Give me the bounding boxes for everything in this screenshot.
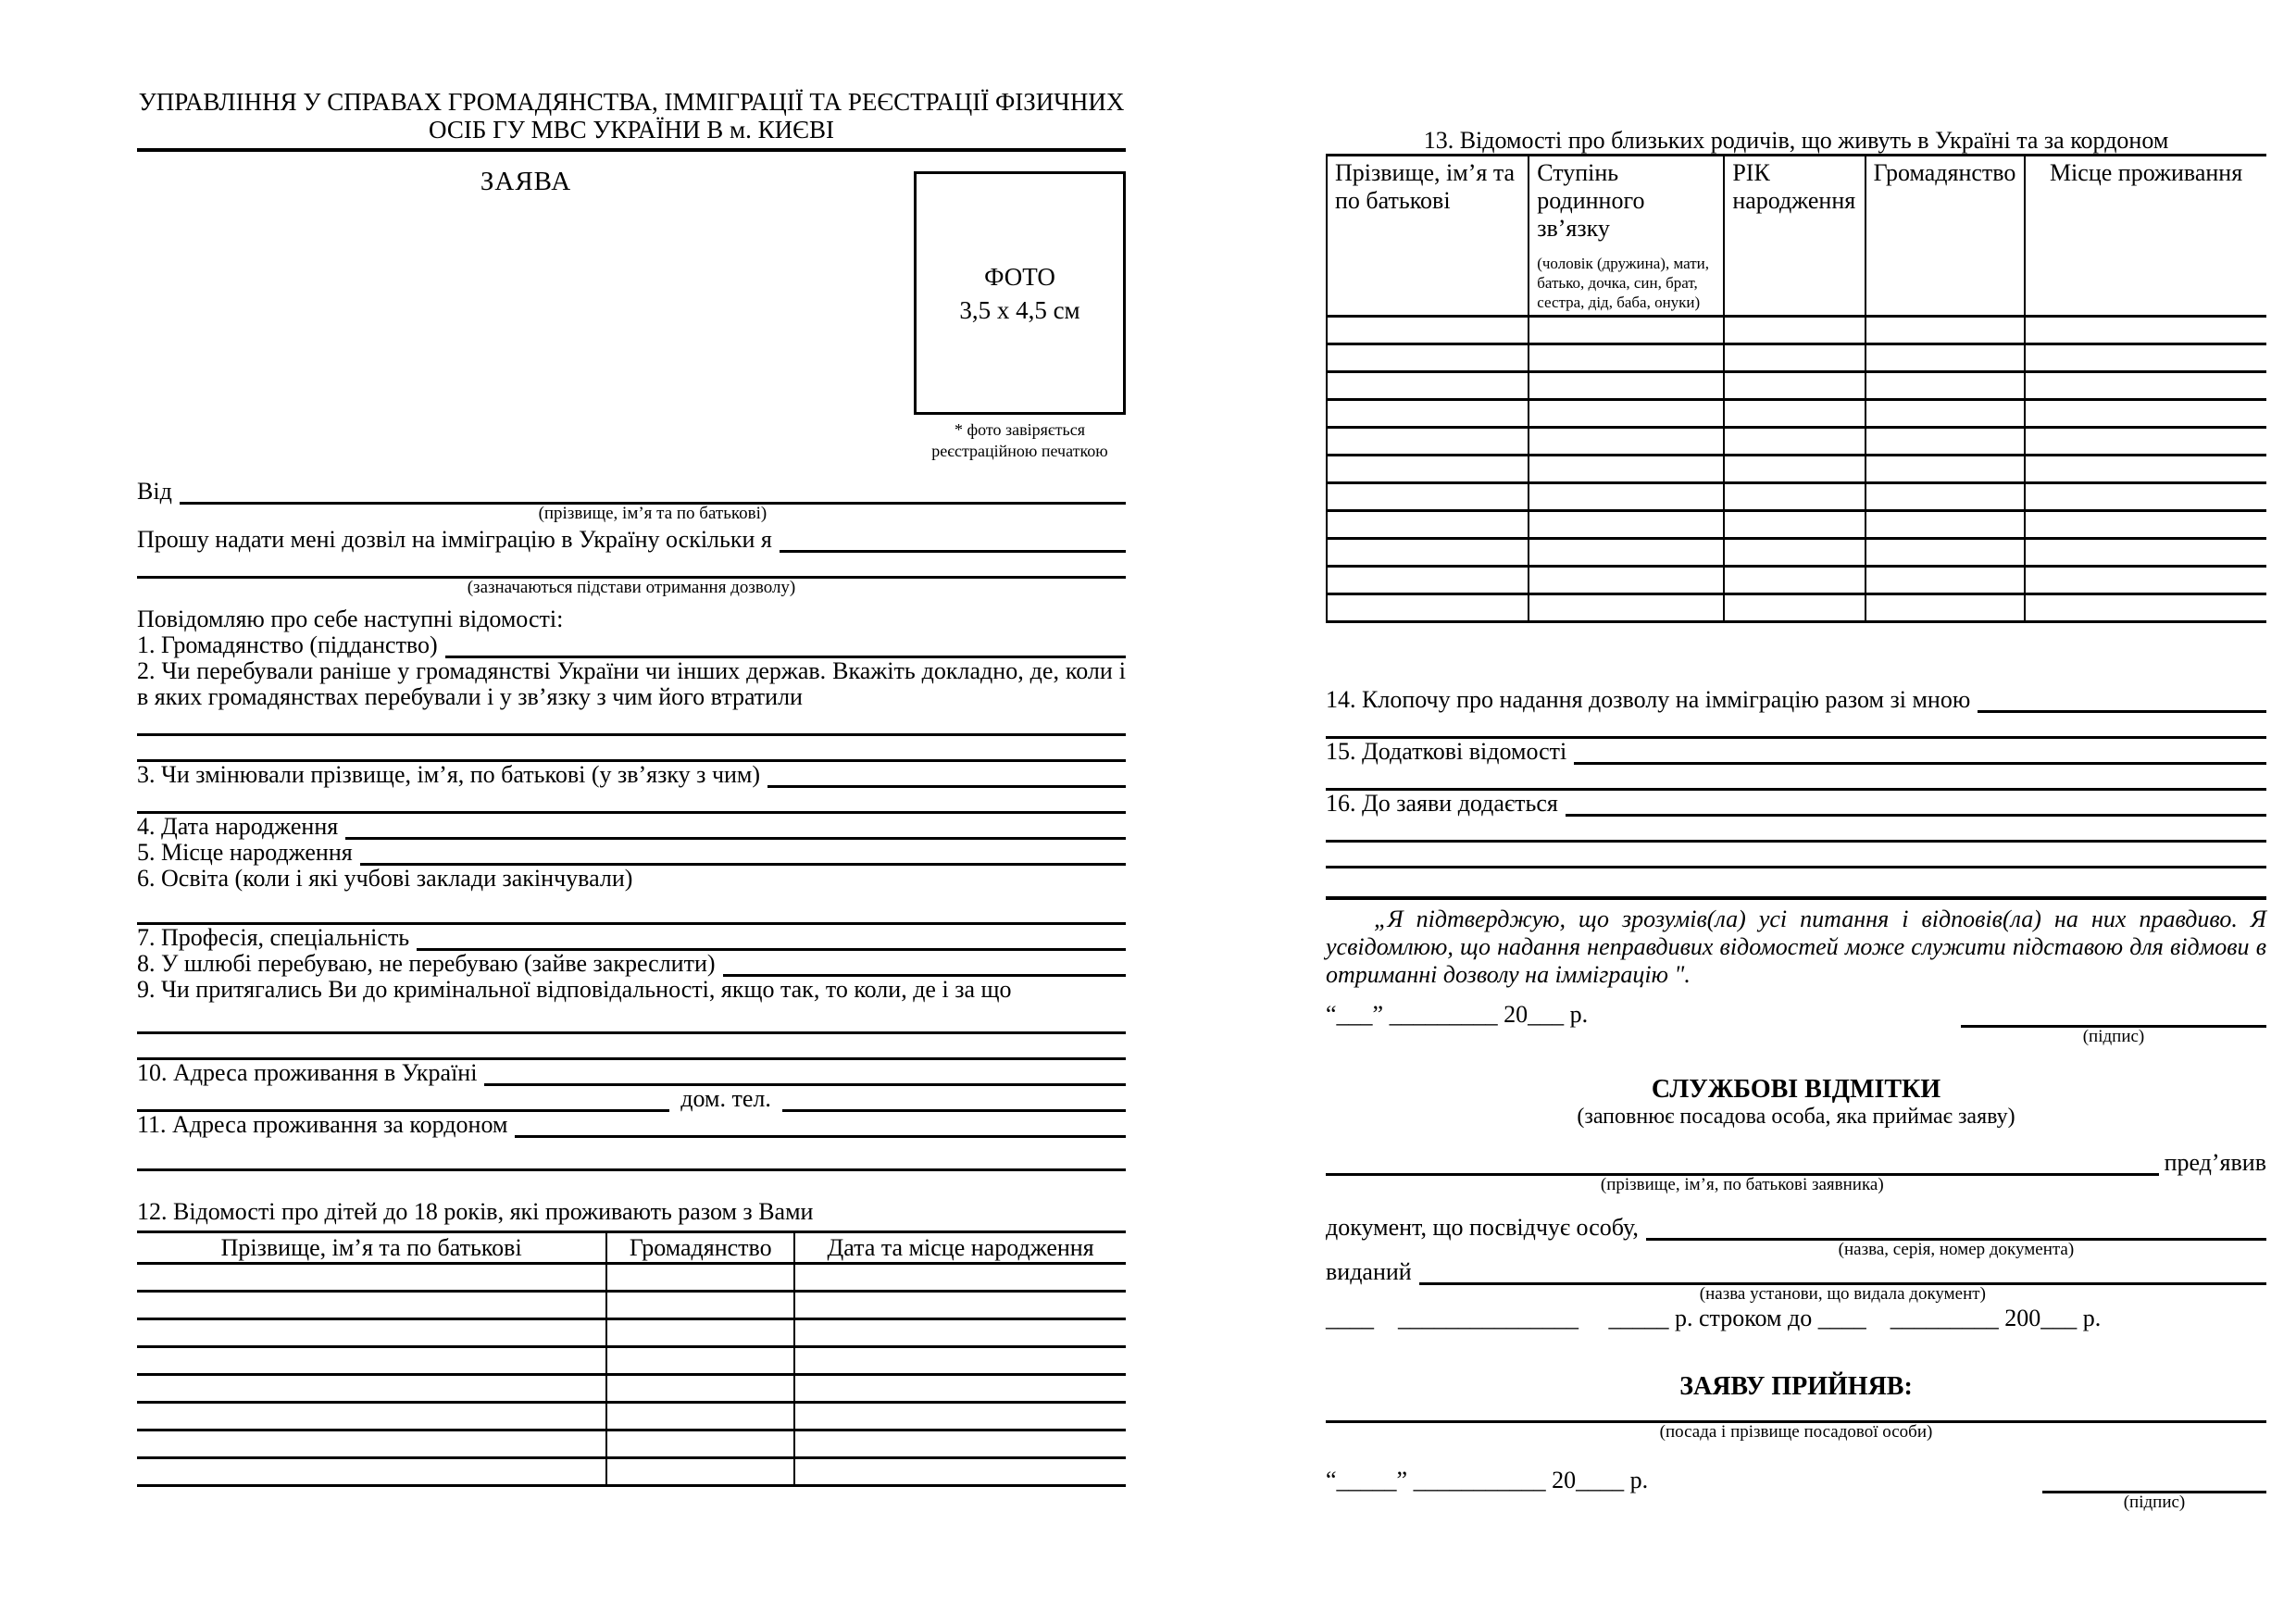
table-cell bbox=[794, 1292, 1126, 1319]
issued-by-caption: (назва установи, що видала документ) bbox=[1699, 1284, 1986, 1304]
table-row bbox=[1327, 344, 2266, 372]
page-right bbox=[1326, 127, 2266, 1512]
table-cell bbox=[606, 1375, 794, 1403]
table-cell bbox=[794, 1403, 1126, 1430]
table-cell bbox=[137, 1403, 606, 1430]
table-cell bbox=[1866, 428, 2026, 456]
question-15-label: 15. Додаткові відомості bbox=[1326, 738, 1567, 765]
request-caption: (зазначаються підстави отримання дозволу) bbox=[467, 578, 796, 597]
question-11-label: 11. Адреса проживання за кордоном bbox=[137, 1111, 508, 1138]
table-cell bbox=[2025, 539, 2266, 567]
table-cell bbox=[137, 1375, 606, 1403]
issued-by-label: виданий bbox=[1326, 1258, 1412, 1285]
question-12-title: 12. Відомості про дітей до 18 років, які проживають разом з Вами bbox=[137, 1198, 814, 1225]
table-cell bbox=[1327, 511, 1529, 539]
table-cell bbox=[1724, 317, 1865, 344]
form-title: ЗАЯВА bbox=[480, 167, 572, 196]
table-cell bbox=[2025, 511, 2266, 539]
table-cell bbox=[1724, 594, 1865, 622]
question-11 bbox=[137, 1112, 1126, 1138]
photo-note bbox=[914, 419, 1126, 462]
question-11-blank-line bbox=[515, 1112, 1126, 1138]
question-15 bbox=[1326, 739, 2266, 765]
question-16-label: 16. До заяви додається bbox=[1326, 790, 1558, 817]
table-row bbox=[1327, 428, 2266, 456]
question-14-blank-line bbox=[1978, 687, 2266, 713]
photo-size-label: 3,5 х 4,5 см bbox=[959, 295, 1080, 324]
identity-document-label: документ, що посвідчує особу, bbox=[1326, 1214, 1639, 1241]
photo-label: ФОТО bbox=[984, 262, 1055, 291]
official-name-caption: (посада і прізвище посадової особи) bbox=[1659, 1422, 1933, 1442]
question-3-label: 3. Чи змінювали прізвище, ім’я, по батькові (у зв’язку з чим) bbox=[137, 761, 761, 788]
request-label: Прошу надати мені дозвіл на імміграцію в Україну оскільки я bbox=[137, 526, 772, 553]
identity-document-caption: (назва, серія, номер документа) bbox=[1838, 1240, 2075, 1259]
home-phone-blank-line bbox=[782, 1086, 1126, 1112]
relatives-table-header-row bbox=[1327, 156, 2266, 317]
table-row bbox=[137, 1430, 1126, 1458]
table-cell bbox=[1529, 400, 1724, 428]
table-cell bbox=[1327, 428, 1529, 456]
relatives-col-relation-note: (чоловік (дружина), мати, батько, дочка, син, брат, сестра, дід, баба, онуки) bbox=[1537, 255, 1709, 311]
photo-area bbox=[914, 171, 1126, 462]
issued-by-line bbox=[1419, 1259, 2266, 1304]
table-cell bbox=[1866, 511, 2026, 539]
table-cell bbox=[137, 1264, 606, 1292]
question-4 bbox=[137, 814, 1126, 840]
question-9-blank-line-2 bbox=[137, 1034, 1126, 1060]
question-7-label: 7. Професія, спеціальність bbox=[137, 924, 410, 951]
declaration-date-line: “___” _________ 20___ р. bbox=[1326, 1001, 1589, 1028]
table-cell bbox=[2025, 344, 2266, 372]
question-7-blank-line bbox=[417, 925, 1126, 951]
question-5 bbox=[137, 840, 1126, 866]
request-blank-line bbox=[780, 527, 1126, 553]
table-cell bbox=[794, 1264, 1126, 1292]
relatives-table bbox=[1326, 154, 2266, 623]
question-14 bbox=[1326, 687, 2266, 713]
table-cell bbox=[137, 1319, 606, 1347]
table-cell bbox=[1529, 511, 1724, 539]
photo-note-line1: * фото завіряється bbox=[954, 420, 1085, 439]
question-11-blank-line-2 bbox=[137, 1145, 1126, 1171]
accepted-date-row bbox=[1326, 1467, 2266, 1512]
table-cell bbox=[1866, 567, 2026, 594]
table-cell bbox=[1724, 539, 1865, 567]
official-name-line bbox=[1326, 1401, 2266, 1442]
table-cell bbox=[1866, 594, 2026, 622]
question-5-blank-line bbox=[360, 840, 1126, 866]
table-cell bbox=[794, 1347, 1126, 1375]
request-blank-line-2 bbox=[137, 553, 1126, 597]
question-2: 2. Чи перебували раніше у громадянстві України чи інших держав. Вкажіть докладно, де, коли і в яких громадянствах перебували і у зв’язку з чим його втратили bbox=[137, 657, 1126, 710]
question-10-blank-line bbox=[484, 1060, 1126, 1086]
children-col-birth: Дата та місце народження bbox=[794, 1232, 1126, 1264]
question-5-label: 5. Місце народження bbox=[137, 839, 353, 866]
org-header-line2: ОСІБ ГУ МВС УКРАЇНИ В м. КИЄВІ bbox=[429, 116, 834, 144]
table-cell bbox=[794, 1430, 1126, 1458]
identity-document-row bbox=[1326, 1214, 2266, 1259]
table-cell bbox=[1724, 428, 1865, 456]
official-marks-subheading: (заповнює посадова особа, яка приймає заяву) bbox=[1577, 1105, 2015, 1129]
table-cell bbox=[1724, 400, 1865, 428]
children-col-citizenship: Громадянство bbox=[606, 1232, 794, 1264]
table-cell bbox=[794, 1458, 1126, 1486]
signature-caption: (підпис) bbox=[2082, 1027, 2145, 1046]
relatives-table-body bbox=[1327, 317, 2266, 622]
home-phone-label: дом. тел. bbox=[680, 1085, 771, 1112]
table-cell bbox=[794, 1375, 1126, 1403]
question-6: 6. Освіта (коли і які учбові заклади закінчували) bbox=[137, 865, 633, 892]
table-cell bbox=[1327, 539, 1529, 567]
table-cell bbox=[1327, 456, 1529, 483]
children-table-header-row bbox=[137, 1232, 1126, 1264]
question-8 bbox=[137, 951, 1126, 977]
page-left bbox=[137, 88, 1126, 1487]
question-16-blank-line bbox=[1566, 791, 2266, 817]
application-accepted-heading: ЗАЯВУ ПРИЙНЯВ: bbox=[1679, 1372, 1913, 1401]
table-cell bbox=[1327, 594, 1529, 622]
official-signature-line bbox=[2042, 1468, 2266, 1512]
table-cell bbox=[606, 1347, 794, 1375]
table-cell bbox=[1866, 539, 2026, 567]
table-row bbox=[1327, 594, 2266, 622]
table-cell bbox=[2025, 594, 2266, 622]
relatives-col-birth-year: РІК народження bbox=[1724, 156, 1865, 317]
question-15-blank-line bbox=[1574, 739, 2266, 765]
table-cell bbox=[1529, 456, 1724, 483]
table-cell bbox=[606, 1430, 794, 1458]
table-row bbox=[137, 1347, 1126, 1375]
question-3-blank-line-2 bbox=[137, 788, 1126, 814]
table-cell bbox=[1327, 567, 1529, 594]
table-cell bbox=[1866, 483, 2026, 511]
question-3 bbox=[137, 762, 1126, 788]
photo-note-line2: реєстраційною печаткою bbox=[931, 442, 1108, 460]
presenter-caption: (прізвище, ім’я, по батькові заявника) bbox=[1600, 1175, 1884, 1194]
table-cell bbox=[1724, 483, 1865, 511]
issued-by-row bbox=[1326, 1258, 2266, 1304]
address-blank-line bbox=[137, 1086, 669, 1112]
table-cell bbox=[1529, 594, 1724, 622]
table-cell bbox=[2025, 567, 2266, 594]
table-cell bbox=[1866, 344, 2026, 372]
table-row bbox=[1327, 511, 2266, 539]
request-field bbox=[137, 527, 1126, 553]
accepted-date-line: “_____” ___________ 20____ р. bbox=[1326, 1467, 1649, 1493]
table-row bbox=[1327, 317, 2266, 344]
question-14-label: 14. Клопочу про надання дозволу на імміграцію разом зі мною bbox=[1326, 686, 1971, 713]
table-cell bbox=[1866, 456, 2026, 483]
table-cell bbox=[794, 1319, 1126, 1347]
declaration-rule bbox=[1326, 896, 2266, 900]
table-cell bbox=[2025, 428, 2266, 456]
children-table bbox=[137, 1230, 1126, 1487]
table-cell bbox=[606, 1458, 794, 1486]
question-15-blank-line-2 bbox=[1326, 765, 2266, 791]
table-cell bbox=[2025, 483, 2266, 511]
question-16-blank-line-3 bbox=[1326, 843, 2266, 868]
table-cell bbox=[1866, 400, 2026, 428]
table-row bbox=[1327, 372, 2266, 400]
declaration-text: „Я підтверджую, що зрозумів(ла) усі питання і відповів(ла) на них правдиво. Я усвідомлюю, що надання неправдивих відомостей може служити підставою для відмови в отриманні дозволу на імміграцію ". bbox=[1326, 906, 2266, 988]
table-cell bbox=[1724, 511, 1865, 539]
presenter-name-line bbox=[1326, 1150, 2159, 1194]
table-cell bbox=[2025, 372, 2266, 400]
table-cell bbox=[1724, 372, 1865, 400]
question-1-label: 1. Громадянство (підданство) bbox=[137, 631, 438, 658]
table-cell bbox=[606, 1292, 794, 1319]
from-label: Від bbox=[137, 478, 172, 505]
table-cell bbox=[1327, 400, 1529, 428]
table-row bbox=[137, 1264, 1126, 1292]
table-cell bbox=[2025, 456, 2266, 483]
relatives-col-name: Прізвище, ім’я та по батькові bbox=[1327, 156, 1529, 317]
question-10-label: 10. Адреса проживання в Україні bbox=[137, 1059, 478, 1086]
table-cell bbox=[1327, 317, 1529, 344]
question-2-blank-line-2 bbox=[137, 736, 1126, 762]
question-8-label: 8. У шлюбі перебуваю, не перебуваю (зайве закреслити) bbox=[137, 950, 716, 977]
table-cell bbox=[1529, 483, 1724, 511]
table-cell bbox=[606, 1319, 794, 1347]
question-13-title: 13. Відомості про близьких родичів, що живуть в Україні та за кордоном bbox=[1423, 127, 2169, 154]
table-cell bbox=[2025, 400, 2266, 428]
question-4-label: 4. Дата народження bbox=[137, 813, 339, 840]
question-6-blank-line bbox=[137, 899, 1126, 925]
org-header-line1: УПРАВЛІННЯ У СПРАВАХ ГРОМАДЯНСТВА, ІММІГРАЦІЇ ТА РЕЄСТРАЦІЇ ФІЗИЧНИХ bbox=[138, 88, 1125, 116]
table-cell bbox=[606, 1264, 794, 1292]
home-phone-row bbox=[137, 1086, 1126, 1112]
question-9-blank-line-1 bbox=[137, 1008, 1126, 1034]
table-cell bbox=[1724, 456, 1865, 483]
table-cell bbox=[1529, 317, 1724, 344]
children-table-body bbox=[137, 1264, 1126, 1486]
table-row bbox=[1327, 456, 2266, 483]
table-cell bbox=[1529, 344, 1724, 372]
table-cell bbox=[137, 1430, 606, 1458]
table-cell bbox=[1724, 344, 1865, 372]
question-7 bbox=[137, 925, 1126, 951]
table-cell bbox=[1529, 567, 1724, 594]
header-rule bbox=[137, 148, 1126, 152]
from-blank-line bbox=[180, 479, 1126, 523]
question-4-blank-line bbox=[345, 814, 1126, 840]
question-16-blank-line-2 bbox=[1326, 817, 2266, 843]
validity-term-line: ____ _______________ _____ р. строком до ____ _________ 200___ р. bbox=[1326, 1305, 2102, 1331]
declaration-date-row bbox=[1326, 1001, 2266, 1046]
table-row bbox=[1327, 483, 2266, 511]
table-row bbox=[1327, 400, 2266, 428]
table-cell bbox=[1724, 567, 1865, 594]
question-9: 9. Чи притягались Ви до кримінальної відповідальності, якщо так, то коли, де і за що bbox=[137, 976, 1012, 1003]
question-16 bbox=[1326, 791, 2266, 817]
table-cell bbox=[1866, 372, 2026, 400]
question-8-blank-line bbox=[723, 951, 1126, 977]
question-14-blank-line-2 bbox=[1326, 713, 2266, 739]
presented-label: пред’явив bbox=[2164, 1149, 2266, 1176]
table-cell bbox=[1327, 344, 1529, 372]
table-row bbox=[1327, 567, 2266, 594]
question-1 bbox=[137, 632, 1126, 658]
intro-text: Повідомляю про себе наступні відомості: bbox=[137, 606, 564, 632]
question-1-blank-line bbox=[445, 632, 1126, 658]
question-10 bbox=[137, 1060, 1126, 1086]
table-cell bbox=[1327, 483, 1529, 511]
table-cell bbox=[1327, 372, 1529, 400]
identity-document-line bbox=[1646, 1215, 2266, 1259]
table-cell bbox=[2025, 317, 2266, 344]
table-cell bbox=[137, 1292, 606, 1319]
from-caption: (прізвище, ім’я та по батькові) bbox=[538, 504, 767, 523]
table-cell bbox=[137, 1458, 606, 1486]
table-cell bbox=[1529, 428, 1724, 456]
table-row bbox=[1327, 539, 2266, 567]
table-cell bbox=[606, 1403, 794, 1430]
presenter-row bbox=[1326, 1149, 2266, 1194]
question-2-blank-line-1 bbox=[137, 710, 1126, 736]
table-row bbox=[137, 1458, 1126, 1486]
table-row bbox=[137, 1375, 1126, 1403]
table-row bbox=[137, 1403, 1126, 1430]
official-signature-caption: (підпис) bbox=[2123, 1493, 2186, 1512]
photo-box bbox=[914, 171, 1126, 415]
official-marks-heading: СЛУЖБОВІ ВІДМІТКИ bbox=[1651, 1075, 1941, 1104]
relatives-col-relation: Ступінь родинного зв’язку (чоловік (дружина), мати, батько, дочка, син, брат, сестра, дід, баба, онуки) bbox=[1529, 156, 1724, 317]
applicant-signature-line bbox=[1961, 1002, 2266, 1046]
table-row bbox=[137, 1292, 1126, 1319]
table-cell bbox=[1529, 372, 1724, 400]
table-cell bbox=[1529, 539, 1724, 567]
table-cell bbox=[1866, 317, 2026, 344]
table-cell bbox=[137, 1347, 606, 1375]
question-3-blank-line bbox=[767, 762, 1126, 788]
children-col-name: Прізвище, ім’я та по батькові bbox=[137, 1232, 606, 1264]
relatives-col-citizenship: Громадянство bbox=[1866, 156, 2026, 317]
relatives-col-residence: Місце проживання bbox=[2025, 156, 2266, 317]
table-row bbox=[137, 1319, 1126, 1347]
from-field bbox=[137, 478, 1126, 523]
